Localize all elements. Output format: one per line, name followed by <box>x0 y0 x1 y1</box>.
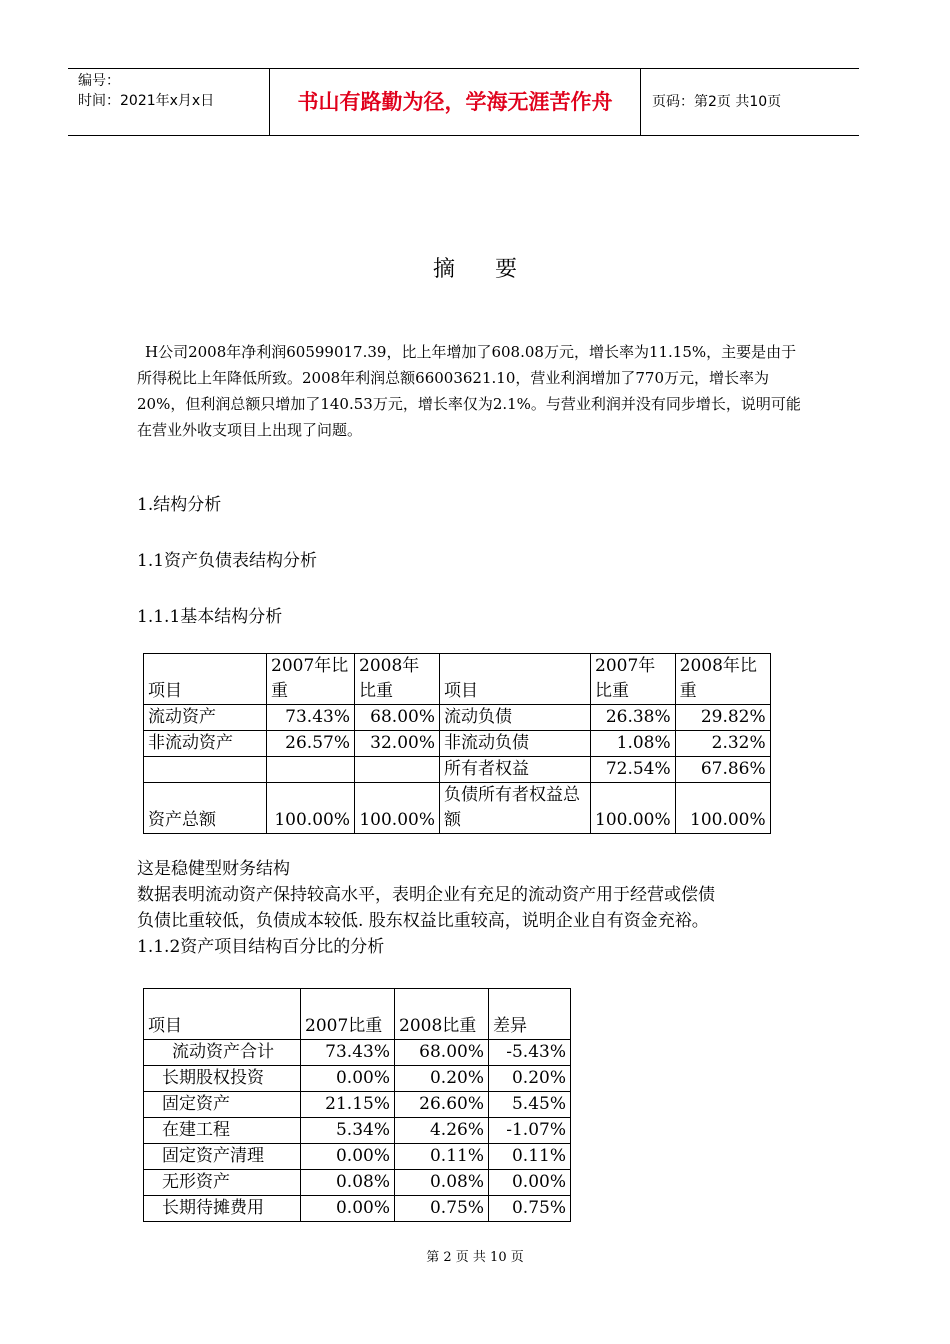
header-divider <box>640 69 641 135</box>
table-cell: 73.43% <box>267 705 355 731</box>
table-cell: 0.00% <box>301 1144 395 1170</box>
table-cell: 0.00% <box>301 1196 395 1222</box>
table-row <box>144 1118 571 1144</box>
table-cell: 在建工程 <box>144 1118 301 1144</box>
note-line: 数据表明流动资产保持较高水平，表明企业有充足的流动资产用于经营或偿债 <box>137 885 715 905</box>
table-header-cell: 2008年比重 <box>675 654 770 705</box>
table-cell: 26.38% <box>591 705 676 731</box>
table-header-cell: 差异 <box>489 989 571 1040</box>
table-header-cell: 2007年比重 <box>591 654 676 705</box>
header-page-label: 页码：第2页 共10页 <box>652 94 782 110</box>
table-cell: 非流动负债 <box>440 731 591 757</box>
table-row <box>144 783 771 834</box>
table-cell: 0.08% <box>301 1170 395 1196</box>
heading-basic-structure: 1.1.1基本结构分析 <box>137 607 283 627</box>
table-cell: 68.00% <box>395 1040 489 1066</box>
table-header-cell: 项目 <box>144 989 301 1040</box>
table-cell: 100.00% <box>355 783 440 834</box>
table-cell: 4.26% <box>395 1118 489 1144</box>
table-cell: 67.86% <box>675 757 770 783</box>
heading-balance-sheet-analysis: 1.1资产负债表结构分析 <box>137 551 318 571</box>
table-row <box>144 1144 571 1170</box>
heading-structure-analysis: 1.结构分析 <box>137 495 222 515</box>
table-cell: 0.20% <box>395 1066 489 1092</box>
table-header-cell: 2007年比重 <box>267 654 355 705</box>
table-cell: 所有者权益 <box>440 757 591 783</box>
asset-percentage-table <box>143 988 571 1222</box>
table-cell <box>355 757 440 783</box>
table-cell: 负债所有者权益总额 <box>440 783 591 834</box>
table-cell: 资产总额 <box>144 783 267 834</box>
table-cell: 长期股权投资 <box>144 1066 301 1092</box>
note-line: 负债比重较低，负债成本较低. 股东权益比重较高，说明企业自有资金充裕。 <box>137 911 709 931</box>
table-row <box>144 1092 571 1118</box>
table-cell <box>267 757 355 783</box>
table-cell: 固定资产 <box>144 1092 301 1118</box>
table-row <box>144 1196 571 1222</box>
table-cell: 0.08% <box>395 1170 489 1196</box>
table-cell: 0.11% <box>395 1144 489 1170</box>
table-cell: 2.32% <box>675 731 770 757</box>
table-cell: 26.60% <box>395 1092 489 1118</box>
table-row <box>144 1040 571 1066</box>
notes-block <box>137 856 715 960</box>
table-row <box>144 1066 571 1092</box>
header-motto: 书山有路勤为径，学海无涯苦作舟 <box>297 90 613 114</box>
table-cell: 长期待摊费用 <box>144 1196 301 1222</box>
table-cell: 21.15% <box>301 1092 395 1118</box>
table-cell: 5.45% <box>489 1092 571 1118</box>
table-cell: 0.00% <box>489 1170 571 1196</box>
table-header-cell: 2008年比重 <box>355 654 440 705</box>
table-cell: -1.07% <box>489 1118 571 1144</box>
basic-structure-table <box>143 653 771 834</box>
table-cell: 32.00% <box>355 731 440 757</box>
table-cell: 0.11% <box>489 1144 571 1170</box>
table-cell: 流动资产 <box>144 705 267 731</box>
table-cell: 非流动资产 <box>144 731 267 757</box>
table-cell: 0.00% <box>301 1066 395 1092</box>
table-header-cell: 2008比重 <box>395 989 489 1040</box>
heading-asset-percentage: 1.1.2资产项目结构百分比的分析 <box>137 937 385 957</box>
table-cell: 0.20% <box>489 1066 571 1092</box>
page-footer: 第 2 页 共 10 页 <box>426 1250 524 1265</box>
table-cell: 固定资产清理 <box>144 1144 301 1170</box>
summary-paragraph: H公司2008年净利润60599017.39，比上年增加了608.08万元，增长率为11.15%，主要是由于所得税比上年降低所致。2008年利润总额66003621.10，营业利润增加了770万元，增长率为20%，但利润总额只增加了140.53万元，增长率仅为2.1%。与营业利润并没有同步增长，说明可能在营业外收支项目上出现了问题。 <box>137 343 801 439</box>
header-meta <box>78 71 214 111</box>
table-cell: 流动资产合计 <box>144 1040 301 1066</box>
table-cell: 5.34% <box>301 1118 395 1144</box>
table-header-cell: 2007比重 <box>301 989 395 1040</box>
table-cell: 0.75% <box>489 1196 571 1222</box>
table-cell: 72.54% <box>591 757 676 783</box>
table-cell: 0.75% <box>395 1196 489 1222</box>
header-time-label: 时间：2021年x月x日 <box>78 93 215 109</box>
table-cell: 100.00% <box>675 783 770 834</box>
page-header <box>68 68 859 136</box>
table-header-row <box>144 654 771 705</box>
table-row <box>144 757 771 783</box>
header-code-label: 编号： <box>78 73 120 89</box>
table-cell: 29.82% <box>675 705 770 731</box>
table-cell: 1.08% <box>591 731 676 757</box>
table-row <box>144 705 771 731</box>
document-title: 摘要 <box>432 257 557 282</box>
table-header-cell: 项目 <box>144 654 267 705</box>
table-cell: 68.00% <box>355 705 440 731</box>
table-header-cell: 项目 <box>440 654 591 705</box>
table-header-row <box>144 989 571 1040</box>
table-cell: 流动负债 <box>440 705 591 731</box>
note-line: 这是稳健型财务结构 <box>137 859 290 879</box>
table-row <box>144 1170 571 1196</box>
table-cell: 100.00% <box>267 783 355 834</box>
table-cell: 无形资产 <box>144 1170 301 1196</box>
table-cell: 26.57% <box>267 731 355 757</box>
table-cell: 100.00% <box>591 783 676 834</box>
table-cell: -5.43% <box>489 1040 571 1066</box>
table-cell <box>144 757 267 783</box>
table-cell: 73.43% <box>301 1040 395 1066</box>
table-row <box>144 731 771 757</box>
